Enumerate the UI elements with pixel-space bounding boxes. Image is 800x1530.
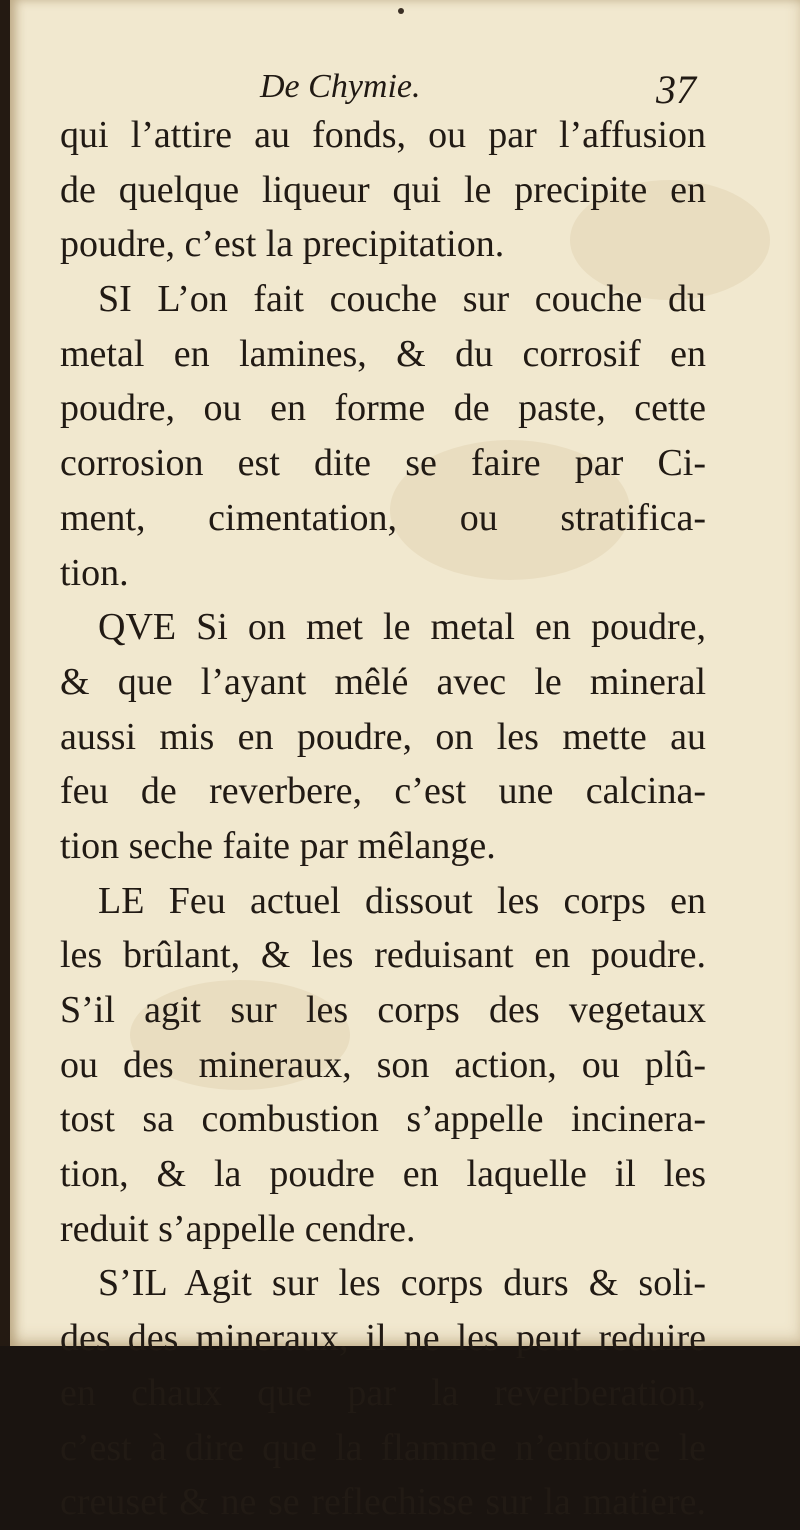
text-line: qui l’attire au fonds, ou par l’affusion [60, 114, 706, 156]
text-line: ou des mineraux, son action, ou plû- [60, 1043, 706, 1086]
text-line: aussi mis en poudre, on les mette au [60, 715, 706, 758]
text-line: LE Feu actuel dissout les corps en [98, 879, 706, 922]
ink-speck [398, 8, 404, 14]
text-line: poudre, c’est la precipitation. [60, 223, 505, 266]
running-title: De Chymie. [260, 68, 421, 105]
text-line: ment, cimentation, ou stratifica- [60, 496, 706, 539]
text-line: S’il agit sur les corps des vegetaux [60, 989, 706, 1031]
text-line: tion, & la poudre en laquelle il les [60, 1153, 706, 1196]
text-line: tion seche faite par mêlange. [60, 824, 496, 867]
text-line: & que l’ayant mêlé avec le mineral [60, 660, 706, 703]
text-line: metal en lamines, & du corrosif en [60, 332, 706, 375]
text-line: corrosion est dite se faire par Ci- [60, 442, 706, 485]
text-line: les brûlant, & les reduisant en poudre. [60, 934, 706, 977]
text-line: de quelque liqueur qui le precipite en [60, 168, 706, 211]
text-line: tion. [60, 551, 129, 594]
page-number: 37 [656, 67, 696, 112]
text-line: poudre, ou en forme de paste, cette [60, 387, 706, 430]
text-line: en chaux que par la reverberation, [60, 1371, 706, 1414]
book-page [10, 0, 800, 1524]
text-line: SI L’on fait couche sur couche du [98, 278, 706, 321]
text-line: QVE Si on met le metal en poudre, [98, 606, 706, 649]
text-line: S’IL Agit sur les corps durs & soli- [98, 1262, 706, 1305]
text-line: feu de reverbere, c’est une calcina- [60, 770, 706, 813]
body-text [60, 108, 706, 1530]
text-line: tost sa combustion s’appelle incinera- [60, 1098, 706, 1141]
text-line: des des mineraux, il ne les peut reduire [60, 1317, 706, 1360]
text-line: creuset & ne se reflechisse sur la matiere. [60, 1481, 706, 1524]
text-line: c’est à dire que la flamme n’entoure le [60, 1426, 706, 1469]
page-header [10, 68, 800, 112]
book-spine [0, 0, 10, 1346]
text-line: reduit s’appelle cendre. [60, 1207, 416, 1250]
